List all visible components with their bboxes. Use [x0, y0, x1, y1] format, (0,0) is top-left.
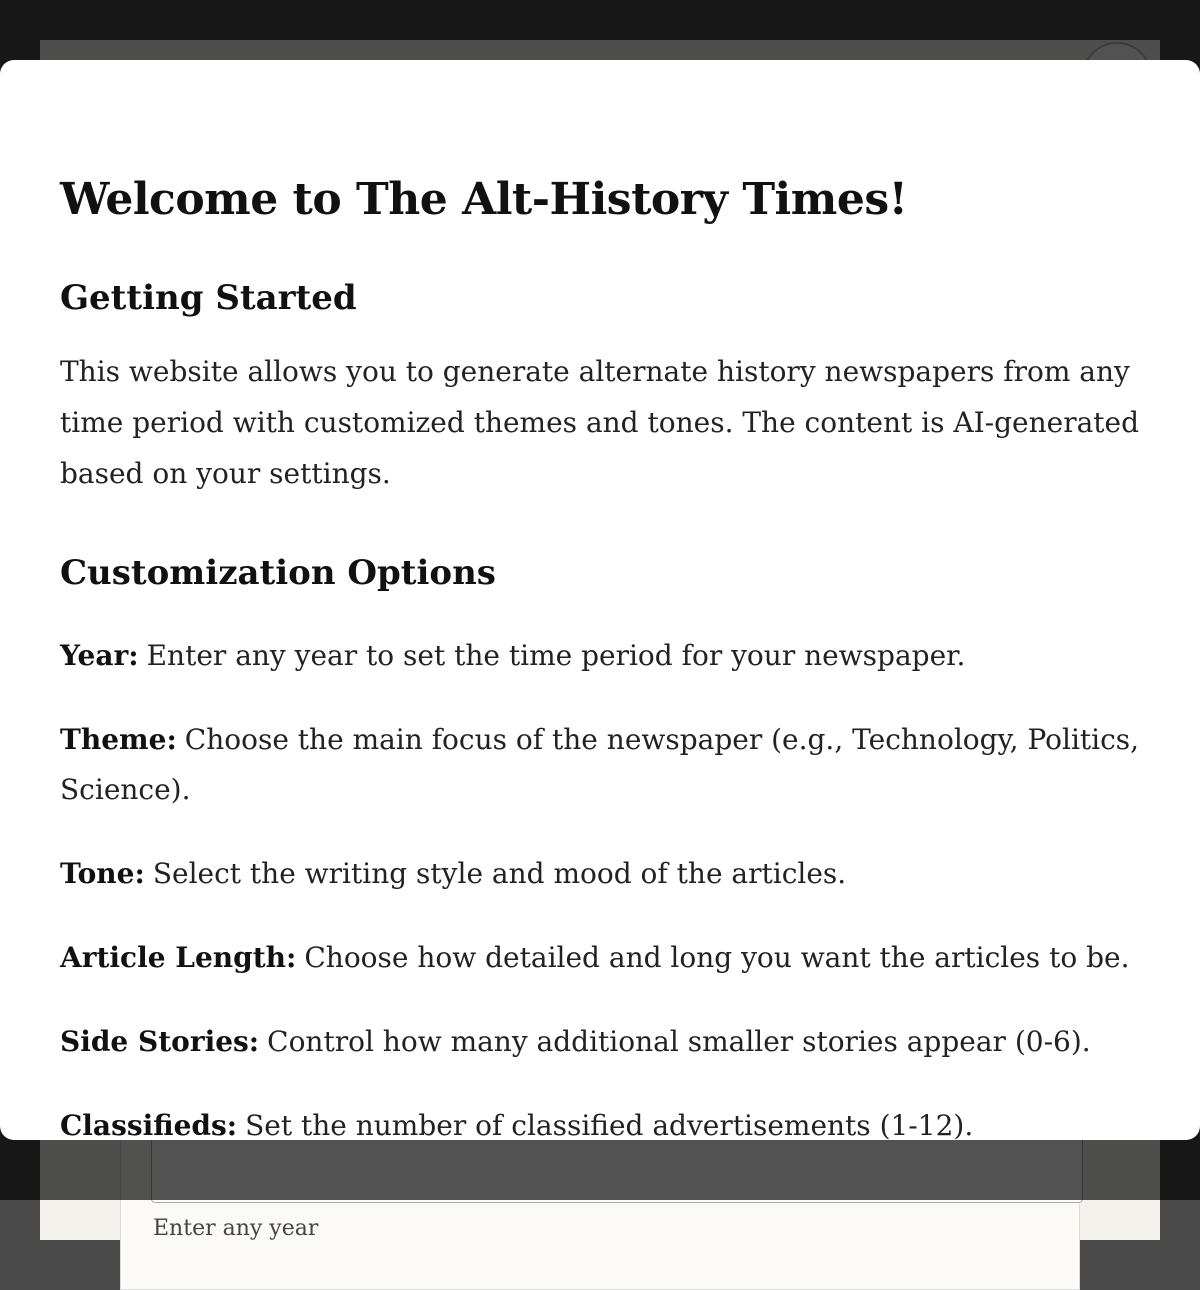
customization-heading: Customization Options [60, 551, 1150, 595]
welcome-modal [0, 60, 1200, 1140]
options-list [60, 631, 1150, 1140]
option-tone [60, 849, 1150, 899]
modal-title: Welcome to The Alt-History Times! [60, 170, 1150, 230]
option-side-stories [60, 1017, 1150, 1067]
option-label: Article Length: [60, 941, 296, 974]
option-label: Side Stories: [60, 1025, 259, 1058]
option-label: Classifieds: [60, 1109, 237, 1140]
option-text: Choose the main focus of the newspaper (e.g., Technology, Politics, Science). [60, 723, 1139, 806]
option-text: Control how many additional smaller stories appear (0-6). [267, 1025, 1091, 1058]
option-label: Theme: [60, 723, 177, 756]
option-classifieds [60, 1101, 1150, 1140]
option-theme [60, 715, 1150, 815]
getting-started-heading: Getting Started [60, 276, 1150, 320]
option-text: Select the writing style and mood of the articles. [153, 857, 846, 890]
background-year-placeholder [153, 1216, 318, 1241]
option-text: Enter any year to set the time period for your newspaper. [147, 639, 966, 672]
option-text: Set the number of classified advertisements (1-12). [245, 1109, 973, 1140]
getting-started-text: This website allows you to generate alternate history newspapers from any time period with customized themes and tones. The content is AI-generated based on your settings. [60, 346, 1150, 499]
option-label: Tone: [60, 857, 145, 890]
option-label: Year: [60, 639, 139, 672]
option-year [60, 631, 1150, 681]
option-text: Choose how detailed and long you want the articles to be. [304, 941, 1129, 974]
modal-content [60, 170, 1150, 1140]
option-article-length [60, 933, 1150, 983]
